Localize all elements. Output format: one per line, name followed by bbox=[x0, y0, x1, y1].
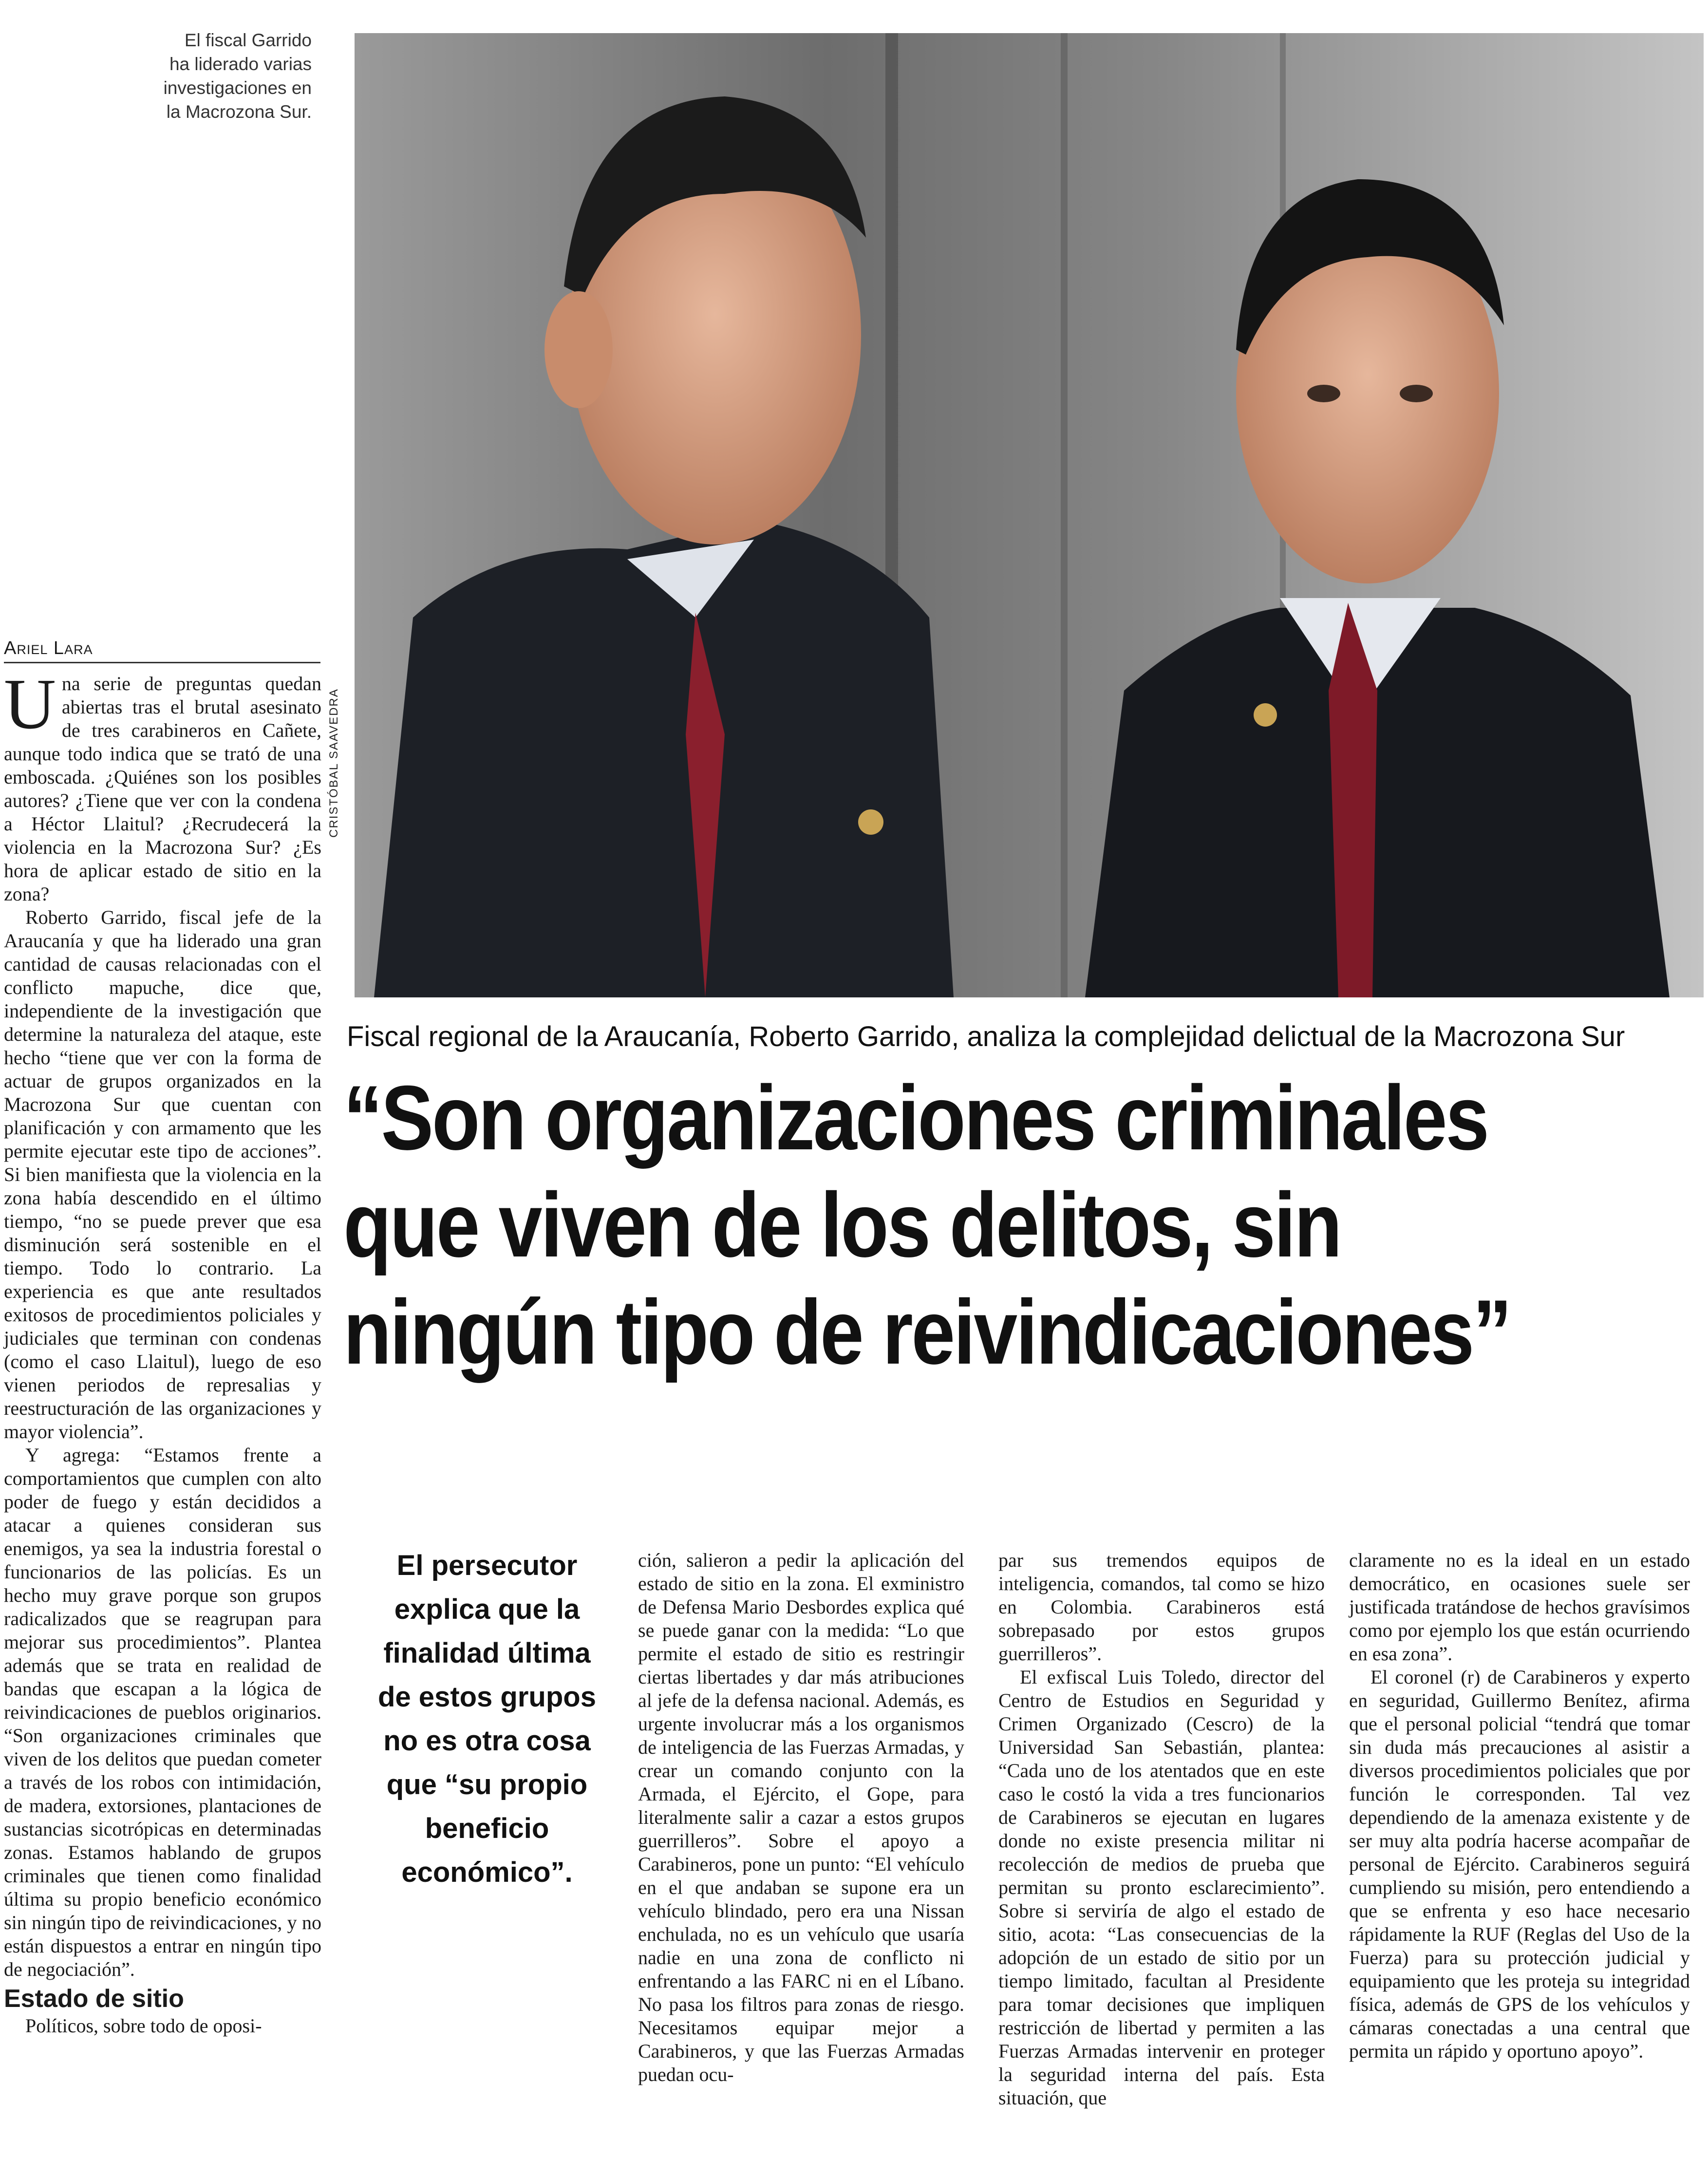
paragraph: claramente no es la ideal en un estado democrático, en ocasiones suele ser justificada tratándose de hechos gravísimos como por ejemplo los que están ocurriendo en esa zona”. bbox=[1349, 1549, 1690, 1665]
paragraph bbox=[4, 664, 321, 906]
article-column-1 bbox=[4, 664, 321, 2038]
paragraph: Roberto Garrido, fiscal jefe de la Araucanía y que ha liderado una gran cantidad de causas relacionadas con el conflicto mapuche, dice que, independiente de la investigación que determine la naturaleza del ataque, este hecho “tiene que ver con la forma de actuar de grupos organizados en la Macrozona Sur que cuentan con planificación y con armamento que les permite ejecutar este tipo de acciones”. Si bien manifiesta que la violencia en la zona había descendido en el último tiempo, “no se puede prever que esa disminución será sostenible en el tiempo. Todo lo contrario. La experiencia es que ante resultados exitosos de procedimientos policiales y judiciales que terminan con condenas (como el caso Llaitul), luego de eso vienen periodos de represalias y reestructuración de las organizaciones y mayor violencia”. bbox=[4, 906, 321, 1443]
paragraph: El coronel (r) de Carabineros y experto en seguridad, Guillermo Benítez, afirma que el personal policial “tendrá que tomar sin duda más precauciones al asistir a diversos procedimientos policiales que por función le corresponden. Tal vez dependiendo de la amenaza existente y de ser muy alta podría hacerse acompañar de personal de Ejército. Carabineros seguirá cumpliendo su misión, pero entendiendo a que se enfrenta y eso hace necesario rápidamente la RUF (Reglas del Uso de la Fuerza) para su protección judicial y equipamiento que les proteja su integridad física, además de GPS de los vehículos y cámaras conectadas a una central que permita un rápido y oportuno apoyo”. bbox=[1349, 1666, 1690, 2062]
pull-quote: El persecutor explica que la finalidad última de estos grupos no es otra cosa que “su propio beneficio económico”. bbox=[378, 1550, 596, 1888]
paragraph: Políticos, sobre todo de oposi- bbox=[25, 2015, 262, 2037]
photo-caption: El fiscal Garrido ha liderado varias investigaciones en la Macrozona Sur. bbox=[163, 30, 312, 122]
article-column-3 bbox=[998, 1549, 1325, 2110]
photo-illustration bbox=[355, 33, 1704, 997]
dropcap: U bbox=[4, 664, 56, 744]
article-column-4 bbox=[1349, 1549, 1690, 2063]
paragraph: ción, salieron a pedir la aplicación del estado de sitio en la zona. El exministro de Defensa Mario Desbordes explica qué se puede ganar con la medida: “Lo que permite el estado de sitio es restringir ciertas libertades y dar más atribuciones al jefe de la defensa nacional. Además, es urgente involucrar más a los organismos de inteligencia de las Fuerzas Armadas, y crear un comando conjunto con la Armada, el Ejército, el Gope, para literalmente salir a cazar a estos grupos guerrilleros”. Sobre el apoyo a Carabineros, pone un punto: “El vehículo en el que andaban se supone era un vehículo blindado, pero era una Nissan enchulada, no es un vehículo que usaría nadie en una zona de conflicto ni enfrentando a las FARC ni en el Líbano. No pasa los filtros para zonas de riesgo. Necesitamos equipar mejor a Carabineros, y que las Fuerzas Armadas puedan ocu- bbox=[638, 1549, 964, 2085]
paragraph: Y agrega: “Estamos frente a comportamientos que cumplen con alto poder de fuego y están decididos a atacar a quienes consideran sus enemigos, ya sea la industria forestal o funcionarios de las policías. Es un hecho muy grave porque son grupos radicalizados que se reagrupan para mejorar sus procedimientos”. Plantea además que se trata en realidad de bandas que escapan a la lógica de reivindicaciones de pueblos originarios. “Son organizaciones criminales que viven de los delitos que puedan cometer a través de los robos con intimidación, de madera, extorsiones, plantaciones de sustancias sicotrópicas en determinadas zonas. Estamos hablando de grupos criminales que tienen como finalidad última su propio beneficio económico sin ningún tipo de reivindicaciones, y no están dispuestos a entrar en ningún tipo de negociación”. bbox=[4, 1444, 321, 1980]
article-photo bbox=[355, 33, 1704, 997]
article-column-2 bbox=[638, 1549, 964, 2086]
photo-credit: CRISTÓBAL SAAVEDRA bbox=[327, 688, 340, 838]
byline: Ariel Lara bbox=[4, 638, 320, 663]
paragraph: par sus tremendos equipos de inteligencia, comandos, tal como se hizo en Colombia. Carabineros está sobrepasado por estos grupos guerrilleros”. bbox=[998, 1549, 1325, 1665]
headline: “Son organizaciones criminales que viven de los delitos, sin ningún tipo de reivindicaciones” bbox=[343, 1067, 1511, 1383]
paragraph: El exfiscal Luis Toledo, director del Centro de Estudios en Seguridad y Crimen Organizado (Cescro) de la Universidad San Sebastián, plantea: “Cada uno de los atentados que en este caso le costó la vida a tres funcionarios de Carabineros se ejecutan en lugares donde no existe presencia militar ni recolección de medios de prueba que permitan su pronto esclarecimiento”. Sobre si serviría de algo el estado de sitio, acota: “Las consecuencias de la adopción de un estado de sitio por un tiempo limitado, facultan al Presidente para tomar decisiones que impliquen restricción de libertad y permiten a las Fuerzas Armadas intervenir en proteger la seguridad interna del país. Esta situación, que bbox=[998, 1666, 1325, 2109]
paragraph-text: na serie de preguntas quedan abiertas tras el brutal asesinato de tres carabineros en Cañete, aunque todo indica que se trató de una emboscada. ¿Quiénes son los posibles autores? ¿Tiene que ver con la condena a Héctor Llaitul? ¿Recrudecerá la violencia en la Macrozona Sur? ¿Es hora de aplicar estado de sitio en la zona? bbox=[4, 673, 321, 905]
section-subhead: Estado de sitio bbox=[4, 1985, 184, 2013]
kicker: Fiscal regional de la Araucanía, Roberto Garrido, analiza la complejidad delictual de la Macrozona Sur bbox=[347, 1021, 1625, 1052]
